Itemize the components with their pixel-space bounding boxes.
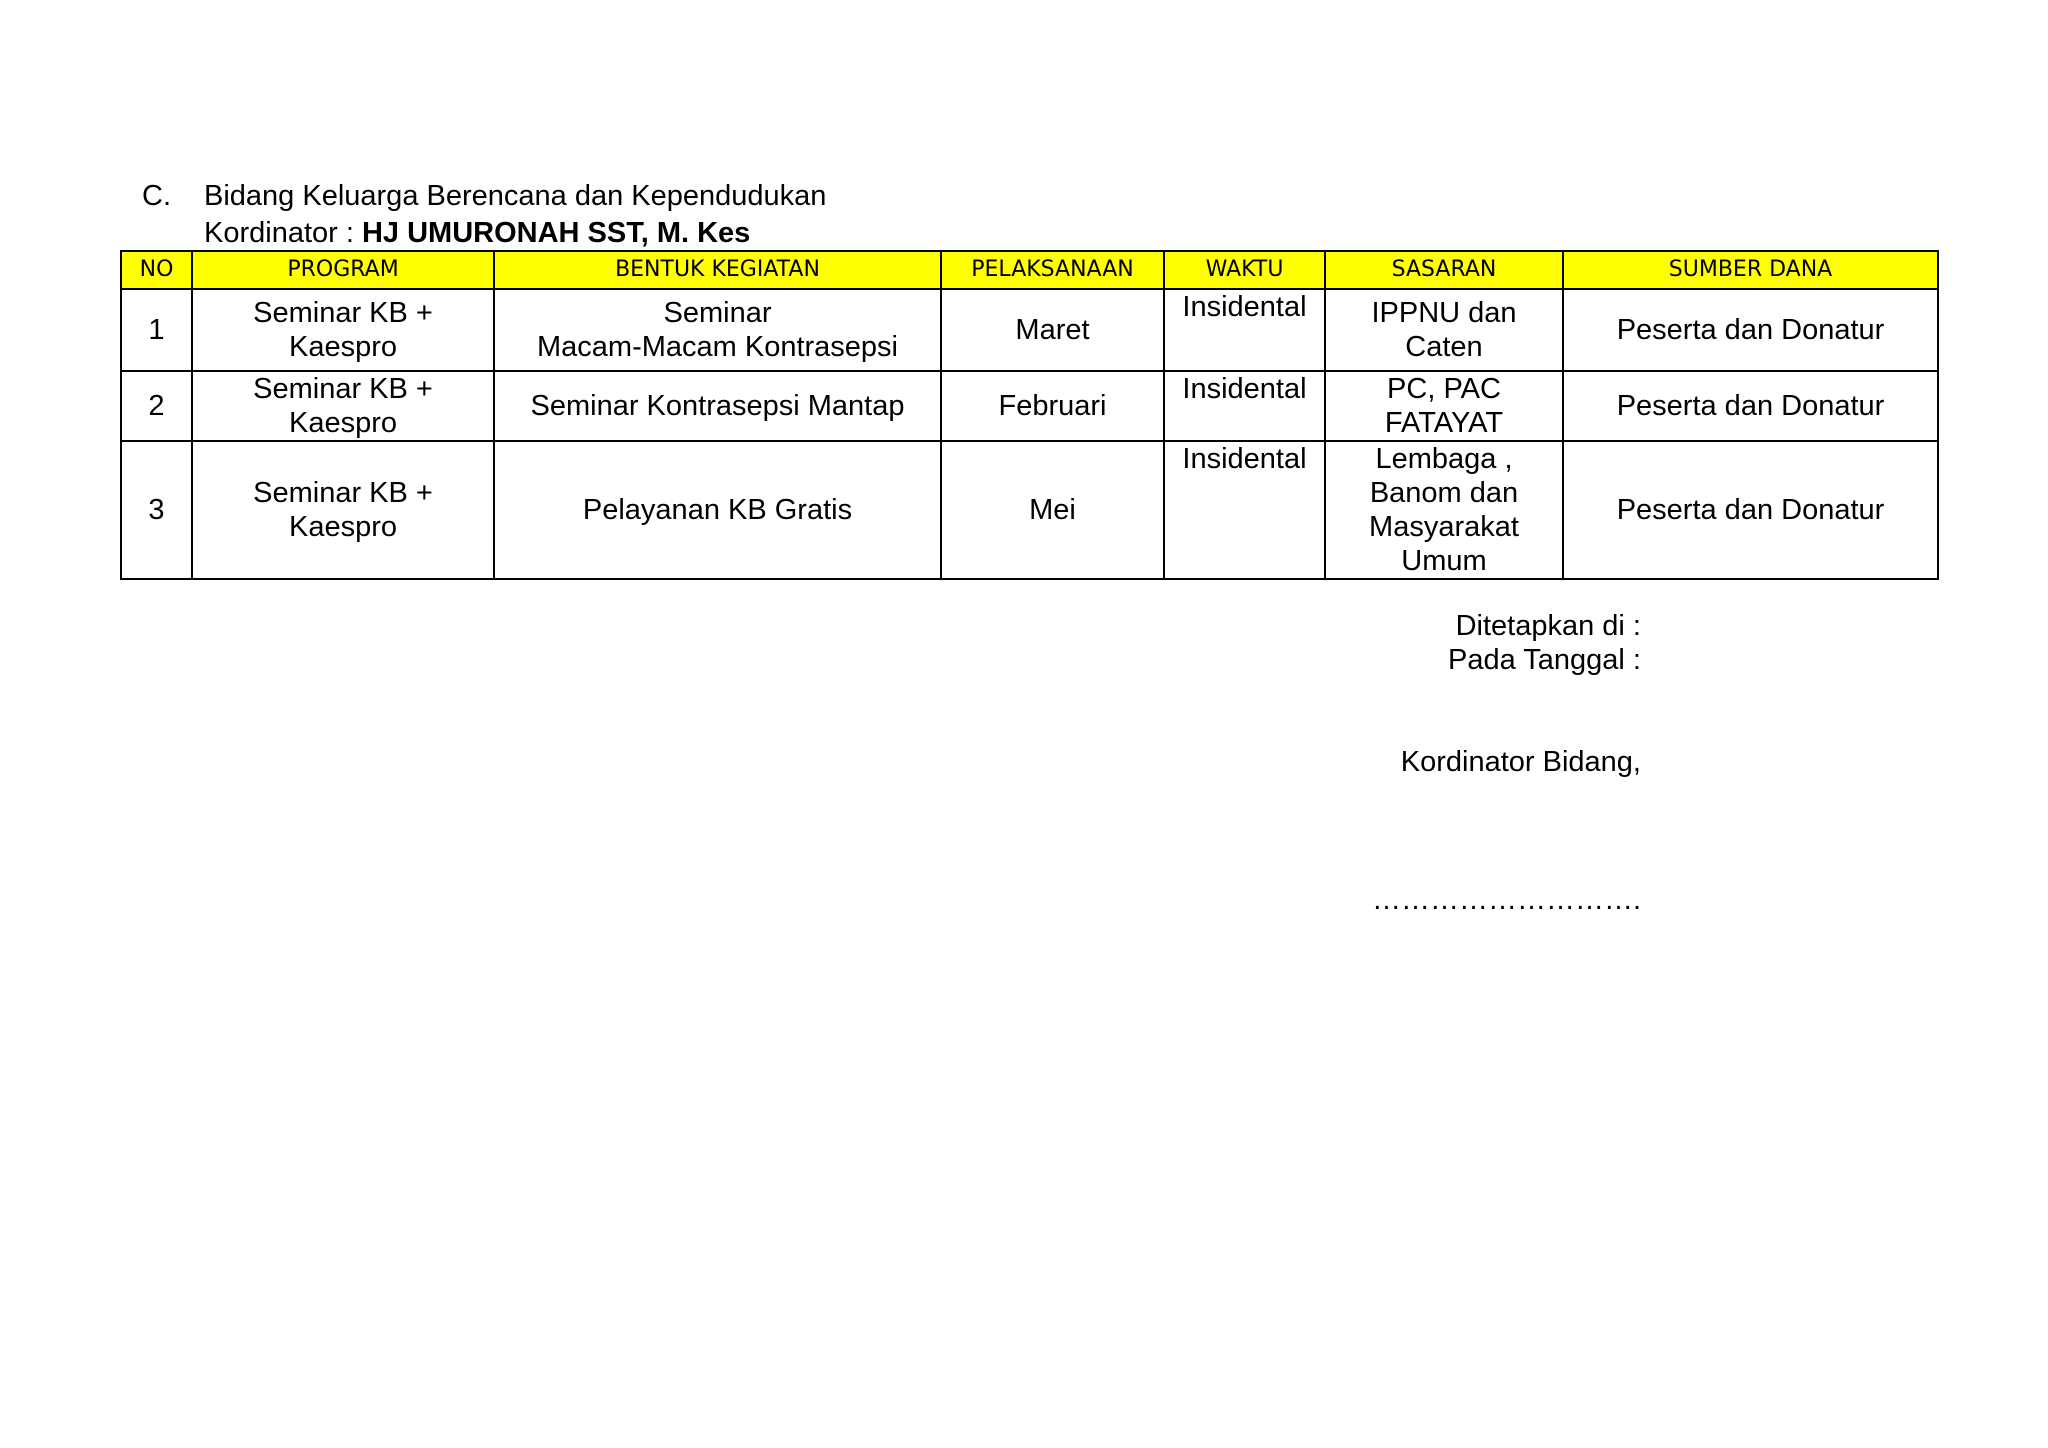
header-bentuk-kegiatan: BENTUK KEGIATAN — [494, 251, 941, 289]
header-no: NO — [121, 251, 192, 289]
cell-bentuk-text: Seminar Macam-Macam Kontrasepsi — [537, 297, 898, 363]
signature-name-line: ………………………. — [1371, 884, 1641, 916]
header-sasaran: SASARAN — [1325, 251, 1563, 289]
cell-no: 2 — [121, 371, 192, 441]
cell-sumber-dana: Peserta dan Donatur — [1563, 441, 1938, 579]
cell-program — [192, 289, 494, 371]
section-heading — [142, 178, 826, 252]
header-pelaksanaan: PELAKSANAAN — [941, 251, 1164, 289]
signature-date: Pada Tanggal : — [1448, 644, 1641, 676]
cell-no: 1 — [121, 289, 192, 371]
cell-waktu: Insidental — [1164, 441, 1325, 579]
cell-pelaksanaan: Maret — [941, 289, 1164, 371]
cell-pelaksanaan: Februari — [941, 371, 1164, 441]
cell-bentuk-text: Seminar Kontrasepsi Mantap — [530, 390, 905, 422]
coordinator-name: HJ UMURONAH SST, M. Kes — [361, 217, 751, 249]
table-row — [121, 289, 1938, 371]
cell-bentuk-text: Pelayanan KB Gratis — [582, 494, 853, 526]
cell-waktu: Insidental — [1164, 371, 1325, 441]
cell-no: 3 — [121, 441, 192, 579]
cell-sasaran — [1325, 441, 1563, 579]
cell-program — [192, 371, 494, 441]
table-row — [121, 441, 1938, 579]
coordinator-row — [142, 215, 826, 252]
cell-sasaran — [1325, 289, 1563, 371]
cell-sasaran-text: IPPNU dan Caten — [1371, 297, 1517, 363]
cell-program-text: Seminar KB + Kaespro — [253, 297, 433, 363]
cell-sumber-dana: Peserta dan Donatur — [1563, 289, 1938, 371]
cell-sasaran-text: PC, PAC FATAYAT — [1384, 373, 1504, 439]
cell-program — [192, 441, 494, 579]
signature-role: Kordinator Bidang, — [1400, 746, 1641, 778]
cell-sasaran-text: Lembaga , Banom dan Masyarakat Umum — [1369, 443, 1519, 577]
cell-waktu: Insidental — [1164, 289, 1325, 371]
table-row — [121, 371, 1938, 441]
section-title-row — [142, 178, 826, 215]
cell-bentuk-kegiatan — [494, 289, 941, 371]
cell-program-text: Seminar KB + Kaespro — [253, 373, 433, 439]
coordinator-indent — [142, 215, 204, 252]
cell-pelaksanaan: Mei — [941, 441, 1164, 579]
cell-bentuk-kegiatan — [494, 441, 941, 579]
coordinator-label: Kordinator : — [204, 217, 362, 249]
cell-program-text: Seminar KB + Kaespro — [253, 477, 433, 543]
section-letter: C. — [142, 180, 171, 212]
program-table — [120, 250, 1939, 580]
header-program: PROGRAM — [192, 251, 494, 289]
table-header-row — [121, 251, 1938, 289]
header-waktu: WAKTU — [1164, 251, 1325, 289]
signature-place: Ditetapkan di : — [1455, 610, 1641, 642]
cell-bentuk-kegiatan — [494, 371, 941, 441]
cell-sumber-dana: Peserta dan Donatur — [1563, 371, 1938, 441]
cell-sasaran — [1325, 371, 1563, 441]
header-sumber-dana: SUMBER DANA — [1563, 251, 1938, 289]
section-title: Bidang Keluarga Berencana dan Kependudukan — [204, 180, 827, 212]
